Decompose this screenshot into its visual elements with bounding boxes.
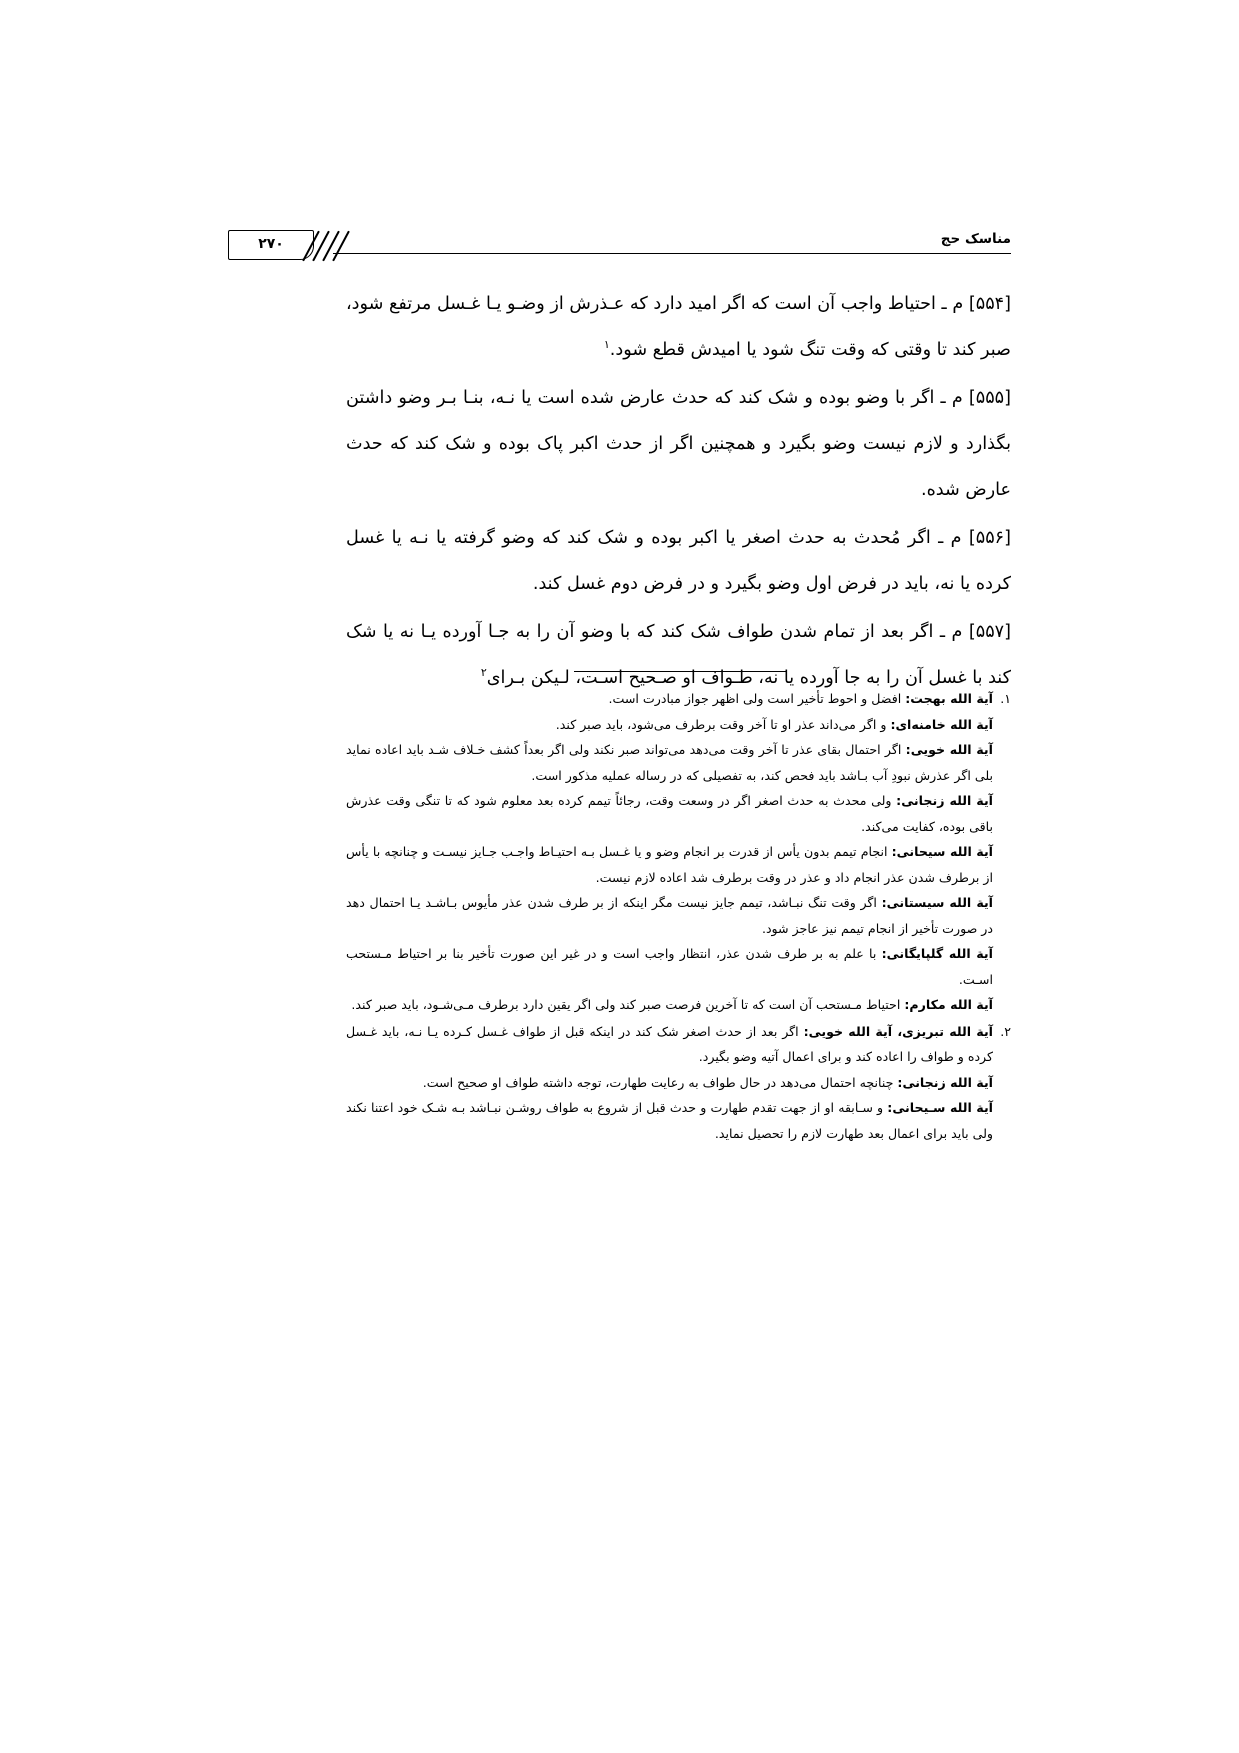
footnote-entry bbox=[346, 839, 993, 890]
ruling-text: [۵۵۵] م ـ اگر با وضو بوده و شک کند که حدث عارض شده است یا نـه، بنـا بـر وضو داشتن بگذارد و لازم نیست وضو بگیرد و همچنین اگر از حدث اکبر پاک بوده و شک کند که حدث عارض شده. bbox=[346, 388, 1011, 500]
footnote-reference: ۱ bbox=[603, 338, 610, 352]
footnote-separator bbox=[574, 671, 787, 672]
ruling-paragraph bbox=[346, 515, 1011, 607]
page-number-box bbox=[228, 230, 314, 260]
header-ornament-icon bbox=[314, 233, 372, 269]
footnote-number: ۱. bbox=[1000, 691, 1011, 706]
authority-name: آیة الله خویی: bbox=[905, 742, 993, 757]
page-number: ۲۷۰ bbox=[258, 236, 284, 252]
authority-name: آیة الله بهجت: bbox=[905, 691, 993, 706]
authority-name: آیة الله سیستانی: bbox=[881, 895, 993, 910]
authority-opinion: افضل و احوط تأخیر است ولی اظهر جواز مبادرت است. bbox=[608, 691, 906, 706]
authority-name: آیة الله خامنه‌ای: bbox=[890, 716, 993, 732]
ruling-text: [۵۵۴] م ـ احتیاط واجب آن است که اگر امید دارد که عـذرش از وضـو یـا غـسل مرتفع شود، صبر کند تا وقتی که وقت تنگ شود یا امیدش قطع شود. bbox=[346, 294, 1011, 360]
body-text-column bbox=[346, 281, 1011, 703]
header-rule bbox=[333, 253, 1011, 254]
footnote-entry bbox=[346, 1070, 993, 1096]
authority-opinion: با علم به بر طرف شدن عذر، انتظار واجب است و در غیر این صورت تأخیر بنا بر احتیاط مـستحب اسـت. bbox=[346, 946, 993, 987]
authority-opinion: ولی محدث به حدث اصغر اگر در وسعت وقت، رجائاً تیمم کرده بعد معلوم شود که تا تنگی وقت عذرش باقی بوده، کفایت می‌کند. bbox=[346, 793, 993, 834]
authority-opinion: اگر بعد از حدث اصغر شک کند در اینکه قبل از طواف غـسل کـرده یـا نـه، باید غـسل کرده و طواف را اعاده کند و برای اعمال آتیه وضو بگیرد. bbox=[346, 1023, 993, 1064]
footnote-entry bbox=[346, 992, 993, 1018]
footnote-entry bbox=[346, 737, 993, 788]
authority-name: آیة الله سیحانی: bbox=[891, 844, 993, 859]
footnotes-section bbox=[346, 686, 1011, 1147]
footnote-entry bbox=[346, 1095, 993, 1146]
authority-opinion: انجام تیمم بدون یأس از قدرت بر انجام وضو و یا غـسل بـه احتیـاط واجـب جـایز نیسـت و چنانچه با یأس از برطرف شدن عذر انجام داد و عذر در وقت برطرف شد اعاده لازم نیست. bbox=[346, 844, 993, 885]
authority-opinion: اگر احتمال بقای عذر تا آخر وقت می‌دهد می‌تواند صبر نکند ولی اگر بعداً کشف خـلاف شـد باید اعاده نماید بلی اگر عذرش نبودِ آب بـاشد باید فحص کند، به تفصیلی که در رساله عملیه مذکور است. bbox=[346, 742, 993, 783]
authority-name: آیة الله زنجانی: bbox=[897, 1074, 993, 1090]
authority-name: آیة الله گلپایگانی: bbox=[881, 946, 993, 961]
authority-opinion: اگر وقت تنگ نبـاشد، تیمم جایز نیست مگر اینکه از بر طرف شدن عذر مأیوس بـاشـد یـا احتمال دهد در صورت تأخیر از انجام تیمم نیز عاجز شود. bbox=[346, 895, 993, 936]
footnote-entry bbox=[346, 686, 993, 712]
ruling-paragraph bbox=[346, 281, 1011, 373]
page-header bbox=[228, 228, 1011, 272]
authority-name: آیة الله سـیحانی: bbox=[887, 1100, 993, 1115]
ruling-paragraph bbox=[346, 375, 1011, 513]
footnote-item bbox=[346, 1019, 1011, 1147]
ruling-text: [۵۵۶] م ـ اگر مُحدث به حدث اصغر یا اکبر بوده و شک کند که وضو گرفته یا نـه یا غسل کرده یا نه، باید در فرض اول وضو بگیرد و در فرض دوم غسل کند. bbox=[346, 528, 1011, 594]
footnote-entry bbox=[346, 788, 993, 839]
footnote-body bbox=[346, 686, 993, 1018]
authority-opinion: و سـابقه او از جهت تقدم طهارت و حدث قبل از شروع به طواف روشـن نبـاشد بـه شـک خود اعتنا نکند ولی باید برای اعمال بعد طهارت لازم را تحصیل نماید. bbox=[346, 1100, 993, 1141]
footnote-entry bbox=[346, 890, 993, 941]
footnote-entry bbox=[346, 712, 993, 738]
authority-name: آیة الله زنجانی: bbox=[896, 793, 993, 808]
authority-opinion: احتیاط مـستحب آن است که تا آخرین فرصت صبر کند ولی اگر یقین دارد برطرف مـی‌شـود، باید صبر کند. bbox=[351, 997, 905, 1012]
authority-name: آیة الله تبریزی، آیة الله خویی: bbox=[803, 1023, 993, 1039]
ruling-text: [۵۵۷] م ـ اگر بعد از تمام شدن طواف شک کند که با وضو آن را به جـا آورده یـا نه یا شک کند با غسل آن را به جا آورده یا نه، طـواف او صـحیح اسـت، لـیکن بـرای bbox=[346, 622, 1011, 688]
running-head-title: مناسک حج bbox=[940, 231, 1011, 247]
footnote-entry bbox=[346, 1019, 993, 1070]
footnote-entry bbox=[346, 941, 993, 992]
footnote-number: ۲. bbox=[1000, 1023, 1011, 1039]
authority-opinion: چنانچه احتمال می‌دهد در حال طواف به رعایت طهارت، توجه داشته طواف او صحیح است. bbox=[422, 1074, 898, 1090]
authority-opinion: و اگر می‌داند عذر او تا آخر وقت برطرف می‌شود، باید صبر کند. bbox=[555, 716, 891, 732]
authority-name: آیة الله مکارم: bbox=[904, 997, 993, 1012]
footnote-item bbox=[346, 686, 1011, 1018]
footnote-reference: ۲ bbox=[480, 666, 487, 680]
footnote-body bbox=[346, 1019, 993, 1147]
